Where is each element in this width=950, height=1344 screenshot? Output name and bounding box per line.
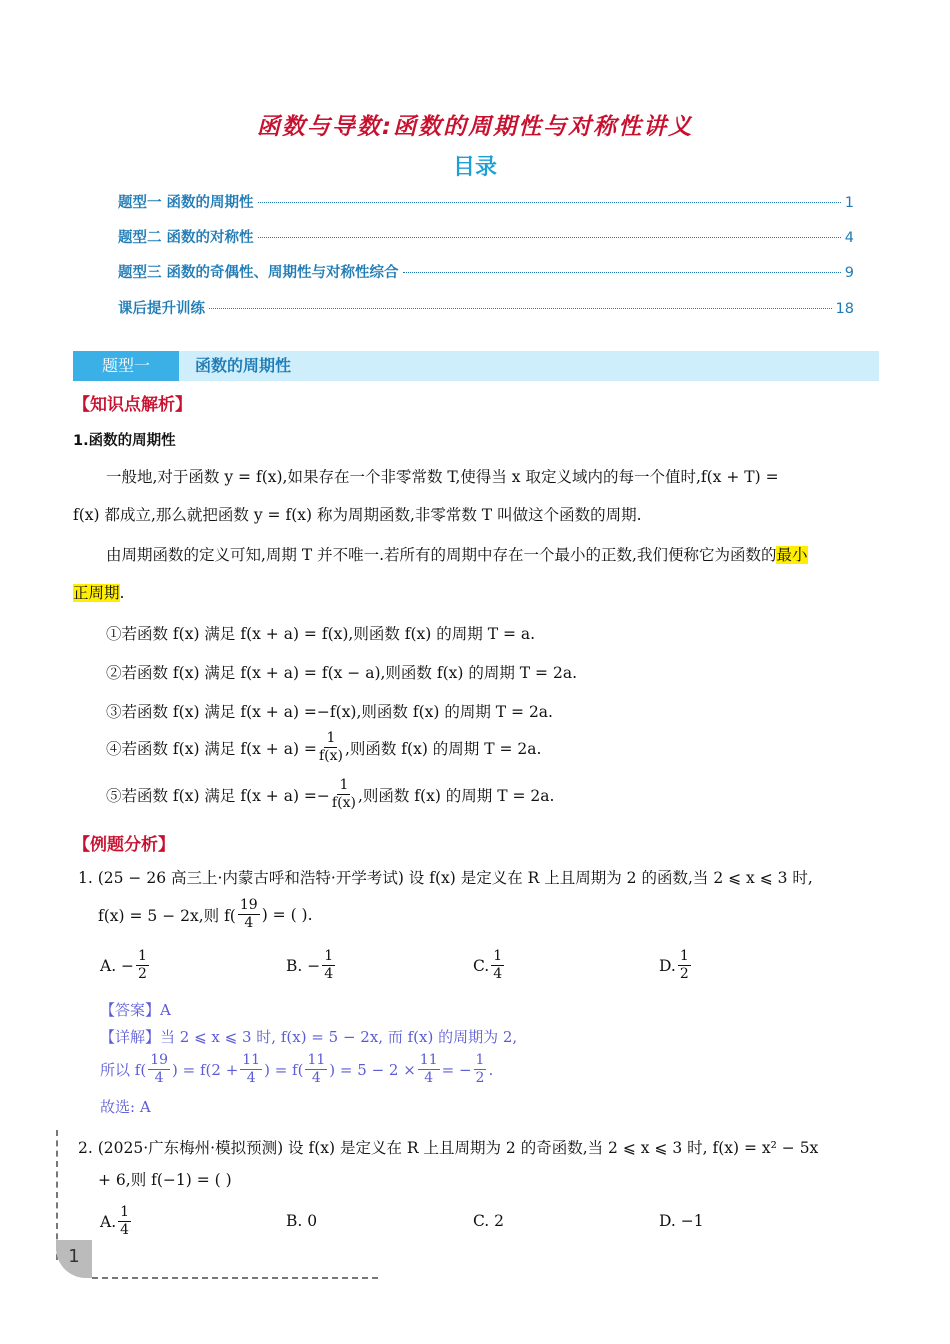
option-label: C. [473, 956, 490, 975]
rule-item: ③若函数 f(x) 满足 f(x + a) =−f(x),则函数 f(x) 的周期 T = 2a. [106, 703, 553, 721]
option-label: D. [659, 956, 676, 975]
fraction [305, 1052, 327, 1087]
detail-line [100, 1052, 493, 1087]
fraction-den: 2 [679, 966, 689, 982]
page-number: 1 [56, 1240, 92, 1278]
example-heading: 【例题分析】 [73, 835, 175, 855]
choice-line: 故选: A [100, 1098, 151, 1116]
fraction-den: 4 [154, 1070, 164, 1086]
toc-leader [258, 237, 841, 238]
fraction-den: 4 [324, 966, 334, 982]
highlight-text: 最小 [776, 546, 808, 564]
option-d[interactable]: D. −1 [659, 1212, 704, 1230]
paragraph-line: 一般地,对于函数 y = f(x),如果存在一个非零常数 T,使得当 x 取定义域内的每一个值时,f(x + T) = [106, 468, 779, 486]
fraction [474, 1052, 487, 1087]
rule-item [106, 777, 554, 812]
fraction-num: 19 [239, 897, 258, 913]
fraction-den: f(x) [331, 795, 356, 811]
rule-item: ①若函数 f(x) 满足 f(x + a) = f(x),则函数 f(x) 的周期 T = a. [106, 625, 536, 643]
fraction-num: 1 [326, 730, 336, 746]
detail-text: = − [441, 1060, 472, 1079]
toc-item-page: 18 [835, 301, 854, 317]
fraction [148, 1052, 170, 1087]
fraction-den: 4 [244, 915, 254, 931]
toc-item[interactable] [118, 261, 854, 283]
fraction-num: 1 [493, 948, 503, 964]
fraction [678, 948, 691, 983]
question-line: + 6,则 f(−1) = ( ) [98, 1171, 232, 1189]
rule-text: ,则函数 f(x) 的周期 T = 2a. [357, 786, 555, 805]
fraction-den: 4 [493, 966, 503, 982]
detail-line: 【详解】当 2 ⩽ x ⩽ 3 时, f(x) = 5 − 2x, 而 f(x) 的周期为 2, [100, 1028, 518, 1046]
question-text: f(x) = 5 − 2x,则 f( [98, 906, 236, 925]
option-c[interactable] [473, 948, 506, 983]
question-text: ) = ( ). [261, 905, 313, 924]
toc-item-page: 9 [844, 265, 854, 281]
fraction [418, 1052, 440, 1087]
rule-text: ④若函数 f(x) 满足 f(x + a) = [106, 739, 317, 758]
toc-item[interactable] [118, 226, 854, 248]
option-a[interactable] [100, 948, 151, 983]
fraction-num: 1 [120, 1204, 130, 1220]
document-title: 函数与导数:函数的周期性与对称性讲义 [256, 114, 694, 140]
highlight-text: 正周期 [73, 584, 120, 602]
fraction-num: 1 [679, 948, 689, 964]
rule-text: ⑤若函数 f(x) 满足 f(x + a) =− [106, 786, 330, 805]
rule-item [106, 730, 541, 765]
detail-text: ) = f( [264, 1060, 304, 1079]
option-label: A. [100, 1212, 117, 1231]
fraction-num: 11 [307, 1052, 326, 1068]
detail-text: . [488, 1060, 494, 1079]
fraction-den: f(x) [318, 748, 343, 764]
knowledge-heading: 【知识点解析】 [73, 395, 192, 415]
fraction [322, 948, 335, 983]
paragraph-text: . [119, 584, 125, 602]
toc-leader [209, 308, 832, 309]
fraction-num: 1 [339, 777, 349, 793]
option-label: B. − [286, 956, 321, 975]
fraction-num: 11 [242, 1052, 261, 1068]
toc-leader [403, 272, 841, 273]
page-border-horizontal [92, 1277, 378, 1279]
toc-item-page: 1 [844, 195, 854, 211]
toc-heading: 目录 [452, 155, 497, 180]
rule-item: ②若函数 f(x) 满足 f(x + a) = f(x − a),则函数 f(x) 的周期 T = 2a. [106, 664, 577, 682]
toc-item-label: 题型一 函数的周期性 [118, 195, 254, 211]
fraction-den: 4 [246, 1070, 256, 1086]
detail-text: 所以 f( [100, 1061, 147, 1079]
rule-text: ,则函数 f(x) 的周期 T = 2a. [344, 739, 542, 758]
option-b[interactable] [286, 948, 337, 983]
toc-item-label: 课后提升训练 [118, 301, 205, 317]
section-name: 函数的周期性 [195, 356, 292, 375]
fraction-den: 4 [424, 1070, 434, 1086]
question-line: 2. (2025·广东梅州·模拟预测) 设 f(x) 是定义在 R 上且周期为 2 的奇函数,当 2 ⩽ x ⩽ 3 时, f(x) = x² − 5x [78, 1139, 819, 1157]
toc-item[interactable] [118, 191, 854, 213]
detail-text: ) = 5 − 2 × [329, 1060, 416, 1079]
option-c[interactable]: C. 2 [473, 1212, 505, 1230]
fraction-num: 1 [324, 948, 334, 964]
fraction [118, 1204, 131, 1239]
paragraph-line: f(x) 都成立,那么就把函数 y = f(x) 称为周期函数,非零常数 T 叫做这个函数的周期. [73, 506, 642, 524]
question-line: 1. (25 − 26 高三上·内蒙古呼和浩特·开学考试) 设 f(x) 是定义在 R 上且周期为 2 的函数,当 2 ⩽ x ⩽ 3 时, [78, 869, 813, 887]
sub-heading: 1.函数的周期性 [73, 433, 176, 449]
toc-leader [258, 202, 841, 203]
fraction [491, 948, 504, 983]
option-b[interactable]: B. 0 [286, 1212, 318, 1230]
fraction [136, 948, 149, 983]
fraction-den: 2 [475, 1070, 485, 1086]
question-line [98, 897, 313, 932]
fraction-num: 1 [138, 948, 147, 964]
answer-line: 【答案】A [100, 1001, 171, 1019]
fraction [332, 777, 356, 812]
fraction-den: 4 [120, 1222, 130, 1238]
fraction-num: 1 [475, 1052, 485, 1068]
fraction [240, 1052, 262, 1087]
section-band [73, 351, 879, 381]
paragraph-line [106, 545, 808, 565]
fraction [319, 730, 343, 765]
toc-item-label: 题型三 函数的奇偶性、周期性与对称性综合 [118, 265, 399, 281]
fraction-den: 4 [311, 1070, 321, 1086]
option-d[interactable] [659, 948, 693, 983]
fraction-den: 2 [138, 966, 147, 982]
option-a[interactable] [100, 1204, 133, 1239]
section-tag: 题型一 [73, 351, 179, 381]
option-label: A. − [100, 956, 135, 975]
toc-item[interactable] [118, 297, 854, 319]
toc-item-page: 4 [844, 230, 854, 246]
paragraph-text: 由周期函数的定义可知,周期 T 并不唯一.若所有的周期中存在一个最小的正数,我们便称它为函数的 [106, 546, 777, 564]
paragraph-line [73, 583, 124, 603]
fraction-num: 19 [150, 1052, 169, 1068]
fraction-num: 11 [419, 1052, 438, 1068]
toc-item-label: 题型二 函数的对称性 [118, 230, 254, 246]
fraction [238, 897, 260, 932]
detail-text: ) = f(2 + [172, 1060, 239, 1079]
